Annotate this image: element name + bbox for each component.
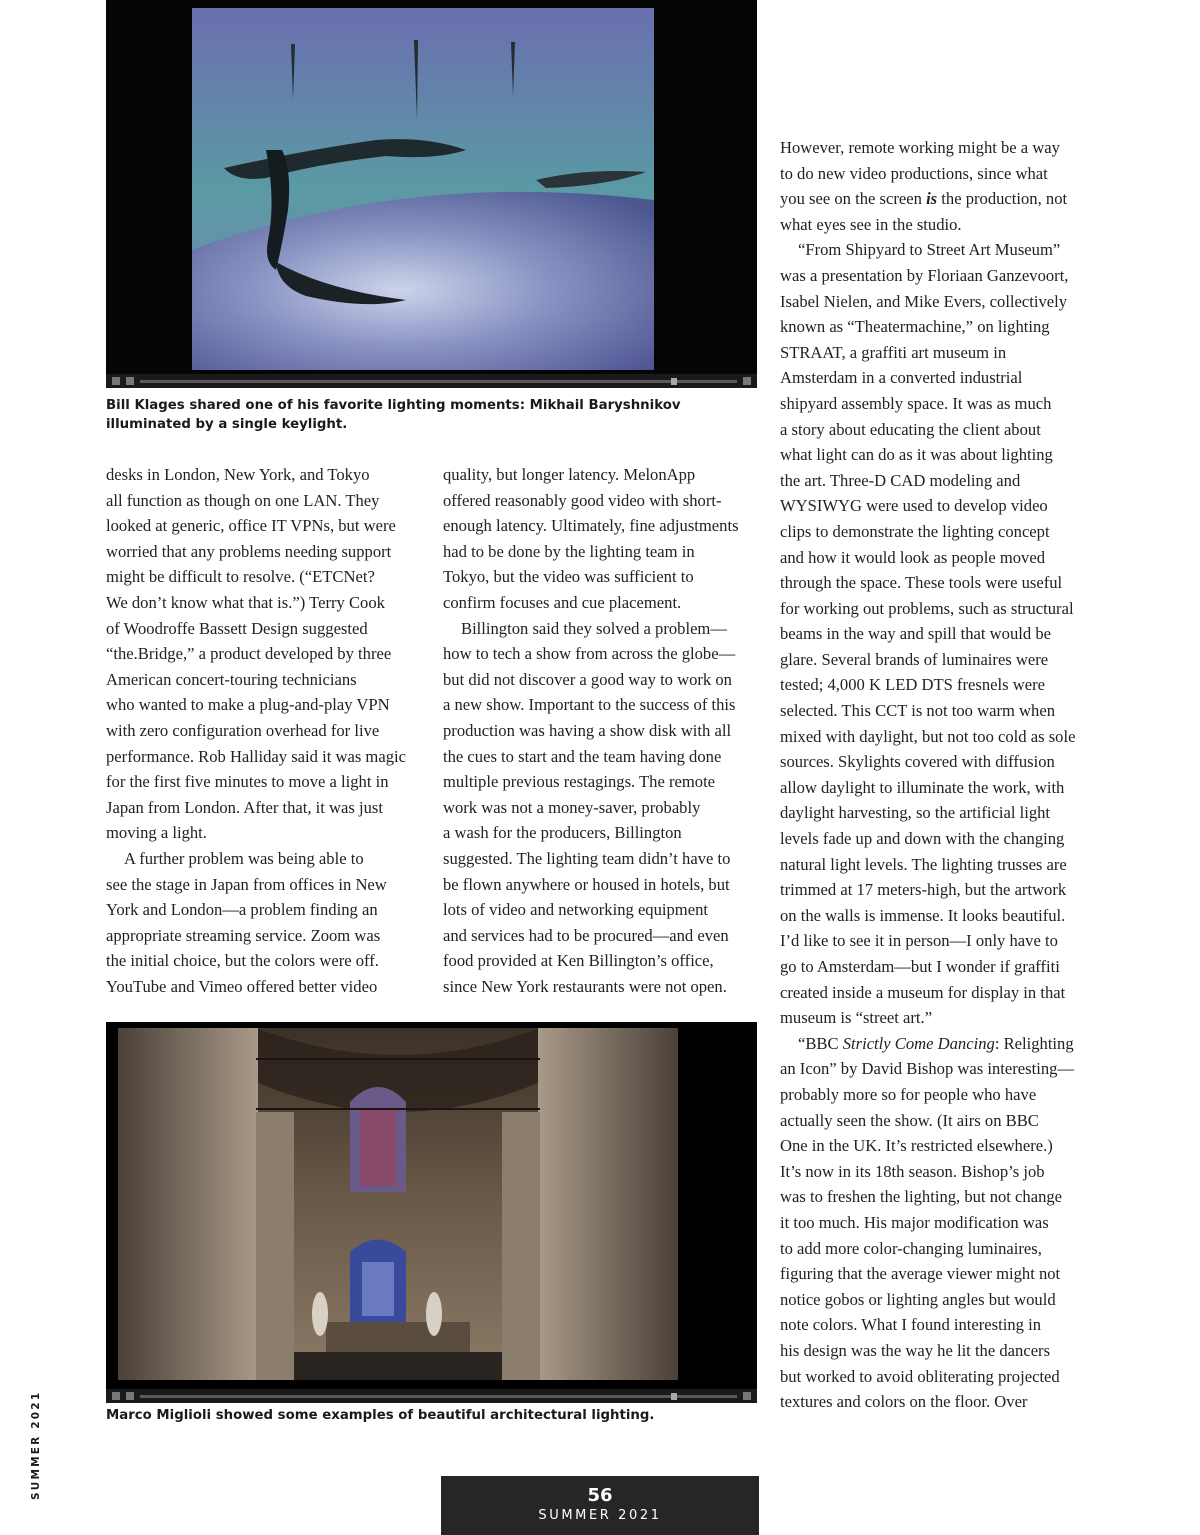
text-line: York and London—a problem finding an <box>106 900 378 920</box>
text-line: trimmed at 17 meters-high, but the artwork <box>780 880 1067 900</box>
text-line: a story about educating the client about <box>780 419 1041 439</box>
footer-issue: SUMMER 2021 <box>538 1508 662 1523</box>
text-line: the art. Three-D CAD modeling and <box>780 470 1021 490</box>
text-line: an Icon” by David Bishop was interesting— <box>780 1059 1075 1079</box>
figure-1 <box>106 0 757 440</box>
text-line: suggested. The lighting team didn’t have to <box>443 848 731 868</box>
play-icon <box>112 1392 120 1400</box>
figure-1-caption: Bill Klages shared one of his favorite lighting moments: Mikhail Baryshnikov illuminated by a single keylight. <box>106 398 681 432</box>
text-line: had to be done by the lighting team in <box>443 541 695 561</box>
text-line: A further problem was being able to <box>124 848 364 868</box>
text-line: confirm focuses and cue placement. <box>443 592 682 612</box>
seek-bar <box>140 380 737 383</box>
text-line: go to Amsterdam—but I wonder if graffiti <box>780 957 1060 976</box>
text-line: glare. Several brands of luminaires were <box>780 649 1049 669</box>
text-line: Isabel Nielen, and Mike Evers, collectively <box>780 291 1068 311</box>
text-line: notice gobos or lighting angles but would <box>780 1289 1056 1309</box>
text-line: on the walls is immense. It looks beautiful. <box>780 905 1066 925</box>
page-footer <box>441 1476 759 1535</box>
text-line: but did not discover a good way to work on <box>443 669 732 689</box>
text-line: and services had to be procured—and even <box>443 925 729 945</box>
text-line: who wanted to make a plug-and-play VPN <box>106 695 390 715</box>
text-line: to add more color-changing luminaires, <box>780 1238 1042 1258</box>
text-line: tested; 4,000 K LED DTS fresnels were <box>780 675 1045 695</box>
text-line: clips to demonstrate the lighting concept <box>780 521 1050 541</box>
text-line: levels fade up and down with the changing <box>780 829 1065 849</box>
text-line: since New York restaurants were not open. <box>443 976 727 996</box>
text-line: multiple previous restagings. The remote <box>443 772 716 792</box>
text-line: created inside a museum for display in that <box>780 982 1066 1002</box>
text-line: offered reasonably good video with short- <box>443 490 722 510</box>
text-line: lots of video and networking equipment <box>443 900 708 920</box>
text-line: how to tech a show from across the globe— <box>443 644 736 664</box>
video-controls-1 <box>106 374 757 388</box>
text-line: Japan from London. After that, it was just <box>106 797 383 817</box>
text-line: beams in the way and spill that would be <box>780 624 1051 644</box>
text-line: shipyard assembly space. It was as much <box>780 393 1052 413</box>
play-icon <box>112 377 120 385</box>
fullscreen-icon <box>743 1392 751 1400</box>
text-line: “the.Bridge,” a product developed by three <box>106 644 392 664</box>
text-line: through the space. These tools were useful <box>780 573 1063 593</box>
video-still-2 <box>106 1022 757 1403</box>
figure-2-caption: Marco Miglioli showed some examples of beautiful architectural lighting. <box>106 1408 655 1423</box>
text-line: was a presentation by Floriaan Ganzevoort, <box>780 265 1069 285</box>
text-line: I’d like to see it in person—I only have to <box>780 931 1058 951</box>
text-line: WYSIWYG were used to develop video <box>780 496 1048 516</box>
volume-icon <box>126 377 134 385</box>
text-line: natural light levels. The lighting trusses are <box>780 854 1067 874</box>
video-controls-2 <box>106 1389 757 1403</box>
text-line: It’s now in its 18th season. Bishop’s job <box>780 1161 1045 1181</box>
text-line: museum is “street art.” <box>780 1008 933 1028</box>
text-line: production was having a show disk with all <box>443 720 732 740</box>
text-line: worried that any problems needing support <box>106 541 392 561</box>
text-line: work was not a money-saver, probably <box>443 797 701 817</box>
cathedral-interior-image <box>106 1022 757 1389</box>
dancer-silhouette-image <box>106 0 757 374</box>
text-line: probably more so for people who have <box>780 1084 1037 1104</box>
text-line: “From Shipyard to Street Art Museum” <box>798 240 1061 260</box>
text-line: Billington said they solved a problem— <box>461 618 727 638</box>
text-line: see the stage in Japan from offices in New <box>106 874 387 894</box>
text-line: with zero configuration overhead for live <box>106 720 380 740</box>
text-line: of Woodroffe Bassett Design suggested <box>106 618 368 638</box>
text-line: his design was the way he lit the dancers <box>780 1340 1051 1360</box>
text-line: note colors. What I found interesting in <box>780 1315 1041 1335</box>
text-line: it too much. His major modification was <box>780 1212 1049 1232</box>
text-line: American concert-touring technicians <box>106 669 357 689</box>
text-line: a wash for the producers, Billington <box>443 823 682 843</box>
page-number: 56 <box>587 1485 613 1506</box>
text-line: what light can do as it was about lighting <box>780 445 1053 465</box>
text-column-3 <box>780 135 1098 1415</box>
text-line: We don’t know what that is.”) Terry Cook <box>106 592 385 612</box>
text-line: but worked to avoid obliterating projected <box>780 1366 1060 1386</box>
text-line: known as “Theatermachine,” on lighting <box>780 317 1050 337</box>
text-line: be flown anywhere or housed in hotels, but <box>443 874 730 894</box>
text-line: mixed with daylight, but not too cold as sole <box>780 726 1076 746</box>
text-line: allow daylight to illuminate the work, with <box>780 777 1065 797</box>
text-line: what eyes see in the studio. <box>780 214 962 234</box>
text-line: daylight harvesting, so the artificial light <box>780 803 1051 823</box>
text-line: However, remote working might be a way <box>780 138 1060 157</box>
text-line: you see on the screen is the production, not <box>780 189 1068 209</box>
text-line: might be difficult to resolve. (“ETCNet? <box>106 567 375 587</box>
text-line: moving a light. <box>106 823 207 843</box>
text-line: and how it would look as people moved <box>780 547 1045 567</box>
video-still-1 <box>106 0 757 388</box>
text-line: looked at generic, office IT VPNs, but were <box>106 516 396 536</box>
text-line: performance. Rob Halliday said it was magic <box>106 746 406 766</box>
text-line: actually seen the show. (It airs on BBC <box>780 1110 1039 1130</box>
side-issue-label: SUMMER 2021 <box>30 1390 42 1500</box>
text-line: sources. Skylights covered with diffusion <box>780 752 1055 772</box>
text-column-1 <box>106 462 424 999</box>
text-line: YouTube and Vimeo offered better video <box>106 976 378 996</box>
text-line: textures and colors on the floor. Over <box>780 1392 1028 1412</box>
text-line: appropriate streaming service. Zoom was <box>106 925 381 945</box>
text-line: Amsterdam in a converted industrial <box>780 368 1023 388</box>
text-line: was to freshen the lighting, but not change <box>780 1187 1063 1207</box>
text-line: for working out problems, such as structural <box>780 598 1074 618</box>
text-line: figuring that the average viewer might not <box>780 1264 1061 1284</box>
text-line: enough latency. Ultimately, fine adjustments <box>443 516 739 536</box>
text-line: One in the UK. It’s restricted elsewhere.) <box>780 1136 1053 1156</box>
text-line: quality, but longer latency. MelonApp <box>443 465 696 484</box>
figure-2 <box>106 1022 757 1430</box>
seek-bar <box>140 1395 737 1398</box>
text-line: selected. This CCT is not too warm when <box>780 701 1055 721</box>
text-line: all function as though on one LAN. They <box>106 490 380 510</box>
text-line: to do new video productions, since what <box>780 163 1048 183</box>
text-line: the cues to start and the team having done <box>443 746 722 766</box>
volume-icon <box>126 1392 134 1400</box>
text-column-2 <box>443 462 761 999</box>
text-line: desks in London, New York, and Tokyo <box>106 465 370 484</box>
text-line: Tokyo, but the video was sufficient to <box>443 567 694 587</box>
text-line: the initial choice, but the colors were off. <box>106 951 379 971</box>
text-line: STRAAT, a graffiti art museum in <box>780 342 1007 362</box>
text-line: “BBC Strictly Come Dancing: Relighting <box>798 1033 1074 1053</box>
fullscreen-icon <box>743 377 751 385</box>
text-line: food provided at Ken Billington’s office, <box>443 951 714 971</box>
text-line: a new show. Important to the success of this <box>443 695 736 715</box>
text-line: for the first five minutes to move a light in <box>106 772 389 792</box>
